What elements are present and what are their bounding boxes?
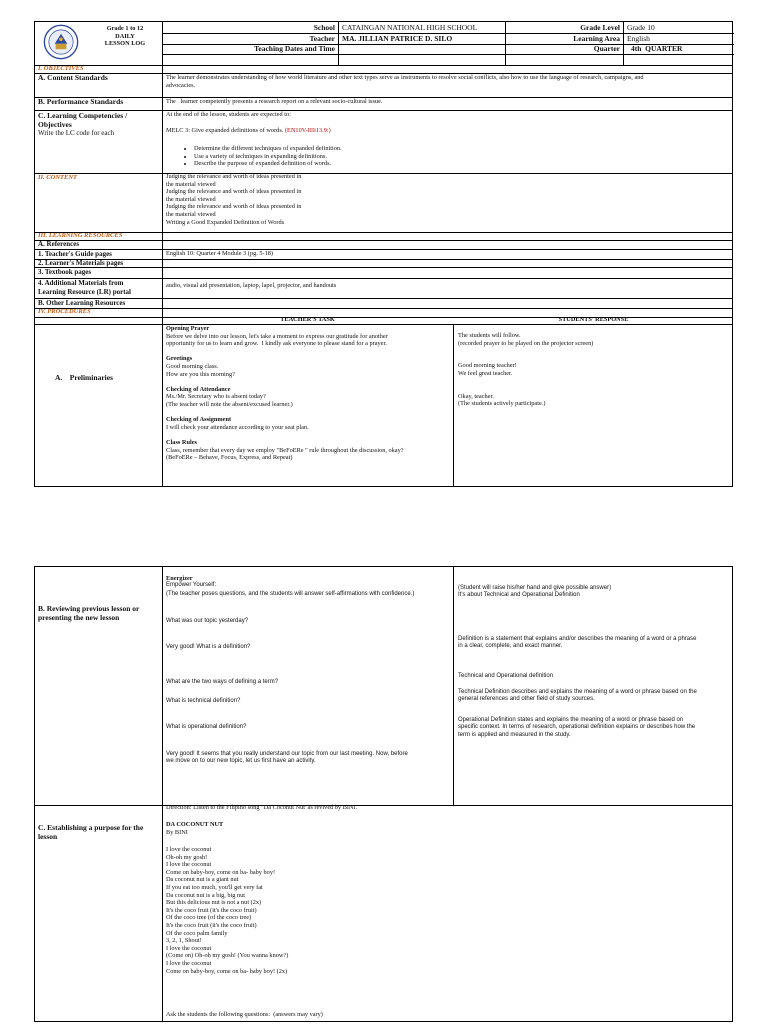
student-response-line: Okay, teacher. [458, 392, 494, 400]
song-lyrics [166, 846, 288, 975]
teacher-task-line: Checking of Attendance [166, 385, 231, 393]
student-response-line [458, 347, 593, 355]
lyric-line: If you eat too much, you'll get very fat [166, 883, 263, 891]
area-label: Learning Area [573, 34, 620, 43]
teacher-task-line: I will check your attendance according to your seat plan. [166, 423, 309, 431]
purpose-label: C. Establishing a purpose for the lesson [38, 823, 144, 841]
answer-two-ways: Technical and Operational definition [458, 673, 554, 679]
teacher-task-line: opportunity for us to learn and grow. I kindly ask everyone to please stand for a prayer. [166, 340, 387, 348]
content-text: Judging the relevance and worth of ideas presented in the material viewed Judging the relevance and worth of ideas presented in the material viewed Judging the relevance and worth of ideas presented in the material viewed Writing a Good Expanded Definition of Words [166, 173, 302, 226]
lyric-line: I love the coconut [166, 846, 212, 853]
melc-code: (EN10V-IIIi13.9:) [284, 127, 331, 134]
lesson-log-sheet-1 [34, 21, 733, 487]
list-item: • Use a variety of techniques in expanding definitions. [194, 153, 342, 161]
teacher-task-line: (BeFoERe – Behave, Focus, Express, and Repeat) [166, 454, 293, 462]
energizer-title: Energizer [166, 575, 193, 582]
teacher-task-line [166, 378, 404, 386]
textbook-label: 3. Textbook pages [38, 268, 92, 276]
lyric-line: Come on baby-boy, come on ba- baby boy! (2x) [166, 967, 288, 975]
school-value: CATAINGAN NATIONAL HIGH SCHOOL [342, 23, 478, 32]
question-definition: Very good! What is a definition? [166, 644, 251, 650]
log-title: Grade 1 to 12 DAILY LESSON LOG [104, 25, 146, 47]
teacher-value: MA. JILLIAN PATRICE D. SILO [342, 34, 453, 43]
list-item: • Determine the different techniques of expanded definition. [194, 145, 342, 153]
quarter-value: 4th QUARTER [631, 44, 683, 53]
student-response-line: The students will follow. [458, 332, 521, 339]
student-response-header: STUDENTS' RESPONSE [558, 316, 629, 323]
teacher-label: Teacher [309, 34, 335, 43]
lyric-line: Of the coco palm family [166, 929, 228, 937]
teacher-task-header: TEACHER'S TASK [280, 316, 335, 323]
answer-topic: It's about Technical and Operational Definition [458, 592, 580, 598]
teachers-guide-label: 1. Teacher's Guide pages [38, 250, 112, 258]
teachers-guide-value: English 10: Quarter 4 Module 3 (pg. 5-18) [166, 250, 274, 257]
teacher-task-line: Before we delve into our lesson, let's take a moment to express our gratitude for another [166, 332, 388, 340]
teacher-task-line: Class, remember that every day we employ "BeFoERe " rule throughout the discussion, okay? [166, 446, 404, 454]
student-response-line: Good morning teacher! [458, 362, 517, 370]
performance-standards-text: The learner competently presents a research report on a relevant socio-cultural issue. [166, 98, 383, 105]
lyric-line: I love the coconut [166, 959, 212, 967]
teacher-task-line: Class Rules [166, 438, 197, 446]
answer-operational: Operational Definition states and explains the meaning of a word or phrase based on specific context. In terms of research, operational definition explains or describes how the term is applied and measured in the study. [458, 717, 696, 738]
lyric-line: But this delicious nut is not a nut (2x) [166, 899, 262, 907]
lyric-line: Oh-oh my gosh! [166, 853, 208, 861]
grade-value: Grade 10 [627, 23, 655, 32]
school-label: School [313, 23, 335, 32]
teacher-task-line: Good morning class. [166, 362, 219, 370]
teacher-task-line: Checking of Assignment [166, 416, 232, 424]
content-heading: II. CONTENT [38, 174, 78, 181]
empower-note: (The teacher poses questions, and the students will answer self-affirmations with confidence.) [166, 591, 415, 597]
student-response-line [458, 378, 593, 386]
lyric-line: I love the coconut [166, 944, 212, 952]
competencies-intro: At the end of the lesson, students are expected to: [166, 111, 291, 118]
additional-materials-value: audio, visual aid presentation, laptop, lapel, projector, and handouts [166, 282, 337, 289]
student-response-line: (The students actively participate.) [458, 400, 546, 408]
answer-raise-hand: (Student will raise his/her hand and give possible answer) [458, 585, 612, 591]
performance-standards-label: B. Performance Standards [38, 97, 124, 106]
lesson-log-sheet-2 [34, 566, 733, 1022]
song-direction: Direction: Listen to the Filipino song "Da Coconut Nut"as revived by BINI. [166, 804, 358, 811]
student-response-line: (recorded prayer to be played on the projector screen) [458, 339, 594, 347]
review-closing: Very good! It seems that you really understand our topic from our last meeting. Now, before we move on to our new topic, let us first have an activity. [166, 751, 408, 765]
question-technical: What is technical definition? [166, 698, 241, 704]
answer-definition: Definition is a statement that explains and/or describes the meaning of a word or a phrase in a clear, complete, and exact manner. [458, 636, 697, 650]
references-label: A. References [38, 240, 80, 248]
melc-line: MELC 3: Give expanded definitions of words. (EN10V-IIIi13.9:) [166, 127, 331, 134]
additional-materials-label: 4. Additional Materials from Learning Resource (LR) portal [38, 279, 131, 296]
teacher-task-line: Ms./Mr. Secretary who is absent today? [166, 393, 266, 401]
competencies-label: C. Learning Competencies / Objectives [38, 111, 128, 129]
lyric-line: Come on baby-boy, come on ba- baby boy! [166, 868, 276, 876]
objectives-heading: I. OBJECTIVES [38, 65, 84, 72]
other-resources-label: B. Other Learning Resources [38, 299, 126, 307]
lyric-line: It's the coco fruit (it's the coco fruit) [166, 921, 257, 929]
student-response-line: We feel great teacher. [458, 369, 513, 377]
lyric-line: (Come on) Oh-oh my gosh! (You wanna know?) [166, 952, 289, 960]
lyric-line: It's the coco fruit (it's the coco fruit) [166, 906, 257, 914]
preliminaries-label: A. Preliminaries [55, 373, 113, 382]
teacher-task-line [166, 431, 404, 439]
lyric-line: Da coconut nut is a giant nut [166, 876, 239, 884]
reviewing-label: B. Reviewing previous lesson or presenting the new lesson [38, 604, 140, 622]
teacher-task-text [166, 325, 404, 462]
student-response-text [458, 332, 593, 408]
lyric-line: I love the coconut [166, 861, 212, 869]
teacher-task-line: How are you this morning? [166, 370, 235, 378]
purpose-questions-note: Ask the students the following questions: (answers may vary) [166, 1011, 323, 1018]
quarter-label: Quarter [593, 44, 620, 53]
song-title: DA COCONUT NUT [166, 821, 224, 828]
deped-seal-logo [43, 24, 79, 60]
empower-title: Empower Yourself: [166, 582, 217, 588]
question-operational: What is operational definition? [166, 724, 247, 730]
learners-materials-label: 2. Learner's Materials pages [38, 259, 124, 267]
teacher-task-line: (The teacher will note the absent/excused learner.) [166, 400, 293, 408]
student-response-line [458, 385, 593, 393]
question-topic: What was our topic yesterday? [166, 618, 249, 624]
content-standards-text: The learner demonstrates understanding of how world literature and other text types serve as instruments to resolve social conflicts, also how to use the language of research, campaigns, and advocacies. [166, 74, 644, 89]
list-item: • Describe the purpose of expanded definition of words. [194, 160, 342, 168]
student-response-line [458, 355, 593, 363]
lyric-line: Da coconut nut is a big, big nut [166, 891, 246, 899]
lyric-line: Of the coco tree (of the coco tree) [166, 914, 252, 922]
objective-bullets [166, 145, 342, 168]
area-value: English [627, 34, 650, 43]
teacher-task-line: Opening Prayer [166, 325, 210, 332]
teacher-task-line: Greetings [166, 355, 193, 363]
dates-label: Teaching Dates and Time [254, 44, 335, 53]
answer-technical: Technical Definition describes and explains the meaning of a word or phrase based on the general references and other field of study sources. [458, 689, 697, 703]
competencies-sub: Write the LC code for each [38, 129, 115, 137]
teacher-task-line [166, 409, 404, 417]
teacher-task-line [166, 348, 404, 356]
question-two-ways: What are the two ways of defining a term? [166, 679, 279, 685]
lyric-line: 3, 2, 1, Shout! [166, 937, 202, 945]
content-standards-label: A. Content Standards [38, 73, 108, 82]
resources-heading: III. LEARNING RESOURCES [38, 232, 123, 239]
procedures-heading: IV. PROCEDURES [38, 308, 91, 315]
song-artist: By BINI [166, 829, 188, 836]
grade-label: Grade Level [580, 23, 620, 32]
